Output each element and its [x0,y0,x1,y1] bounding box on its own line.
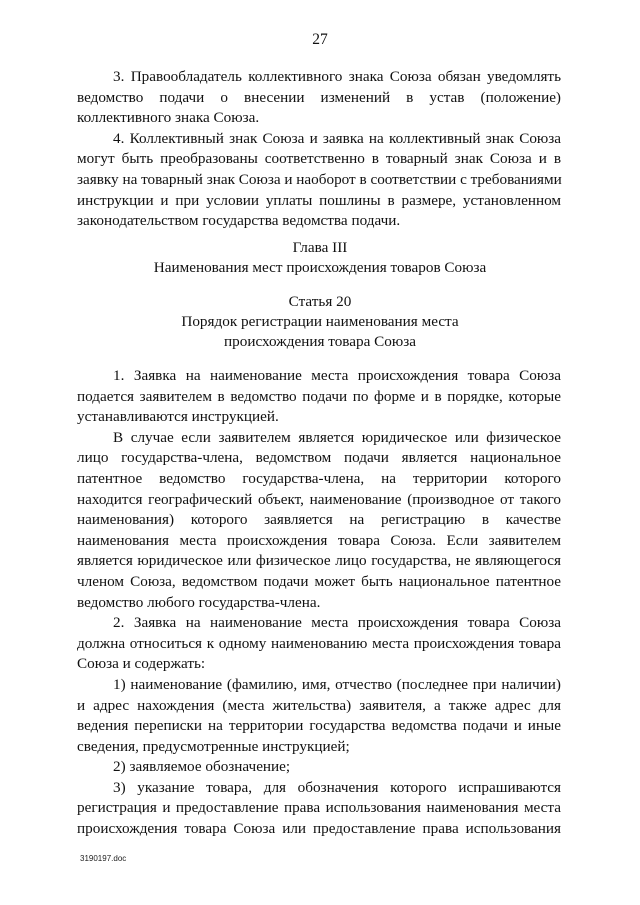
text-line: Союза и содержать: [77,655,206,673]
text-line: 2. Заявка на наименование места происхождения товара Союза [113,614,561,632]
text-line: подается заявителем в ведомство подачи по форме и в порядке, которые [77,387,561,405]
text-line: и адрес нахождения (места жительства) заявителя, а также адрес для [77,696,561,714]
text-line: находится географический объект, наименование (производное от такого [77,490,561,508]
article-heading [0,292,640,352]
text-line: 1. Заявка на наименование места происхождения товара Союза [113,367,561,384]
paragraphs-block-2 [77,366,561,840]
text-line: законодательством государства ведомства подачи. [77,212,401,230]
text-line: ведомство любого государства-члена. [77,593,321,611]
text-line: устанавливаются инструкцией. [77,408,279,426]
text-line: является юридическое или физическое лицо государства, не являющегося [77,552,561,570]
paragraphs-block-1 [77,67,561,232]
text-line: должна относиться к одному наименованию места происхождения товара [77,634,561,652]
text-line: ведомство подачи о внесении изменений в устав (положение) [77,88,561,106]
text-line: патентное ведомство государства-члена, на территории которого [77,469,561,487]
text-line: сведения, предусмотренные инструкцией; [77,737,350,755]
text-line: инструкции и при условии уплаты пошлины в размере, установленном [77,191,561,209]
page-number: 27 [312,31,328,48]
text-line: 4. Коллективный знак Союза и заявка на коллективный знак Союза [113,129,561,147]
text-line: могут быть преобразованы соответственно в товарный знак Союза и в [77,150,561,168]
text-line: членом Союза, ведомством подачи может быть национальное патентное [77,572,561,590]
text-line: 3) указание товара, для обозначения которого испрашиваются [113,778,561,796]
chapter-title: Глава III [292,239,348,256]
article-heading-line: Порядок регистрации наименования места [181,313,459,330]
text-line: происхождения товара Союза или предоставление права использования [77,820,561,838]
chapter-heading [0,238,640,278]
text-line: 1) наименование (фамилию, имя, отчество (последнее при наличии) [113,675,561,693]
text-line: коллективного знака Союза. [77,109,260,127]
text-line: наименования) которого заявляется на регистрацию в качестве [77,511,561,529]
chapter-subtitle: Наименования мест происхождения товаров Союза [153,259,487,276]
text-line: регистрация и предоставление права использования наименования места [77,799,561,817]
text-line: 2) заявляемое обозначение; [113,758,291,776]
text-line: наименования места происхождения товара Союза. Если заявителем [77,531,561,549]
file-footer: 3190197.doc [80,854,127,863]
text-line: 3. Правообладатель коллективного знака Союза обязан уведомлять [113,68,561,85]
text-line: В случае если заявителем является юридическое или физическое [113,428,561,446]
text-line: заявку на товарный знак Союза и наоборот в соответствии с требованиями [77,170,562,188]
article-heading-line: происхождения товара Союза [224,333,416,350]
text-line: ведения переписки на территории государства ведомства подачи и иные [77,717,561,735]
article-title: Статья 20 [288,293,352,310]
text-line: лицо государства-члена, ведомством подачи является национальное [77,449,561,467]
